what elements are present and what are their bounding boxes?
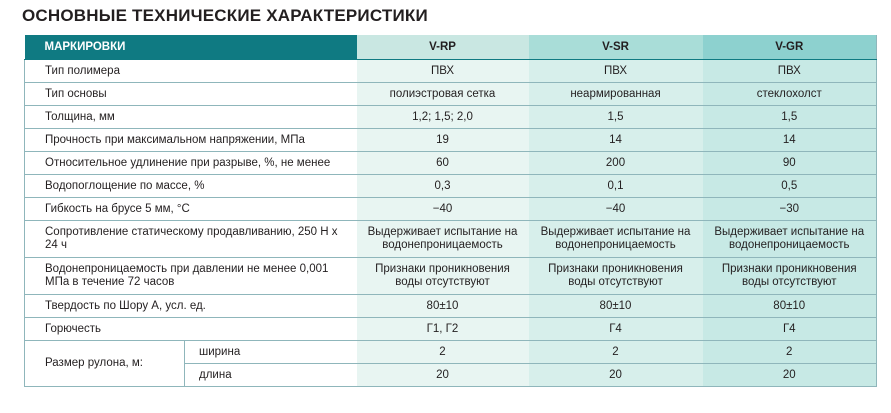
cell-value: Г4 bbox=[529, 318, 703, 341]
cell-value: 1,2; 1,5; 2,0 bbox=[357, 106, 529, 129]
row-label: Тип основы bbox=[25, 83, 357, 106]
cell-value: 0,3 bbox=[357, 175, 529, 198]
row-label: Горючесть bbox=[25, 318, 357, 341]
cell-value: полиэстровая сетка bbox=[357, 83, 529, 106]
roll-size-label: Размер рулона, м: bbox=[25, 341, 185, 387]
cell-value: 80±10 bbox=[703, 295, 877, 318]
cell-value: 0,1 bbox=[529, 175, 703, 198]
cell-value: Г4 bbox=[703, 318, 877, 341]
table-row bbox=[25, 60, 877, 83]
roll-width-label: ширина bbox=[185, 341, 357, 364]
table-row bbox=[25, 106, 877, 129]
cell-value: −40 bbox=[357, 198, 529, 221]
row-label: Тип полимера bbox=[25, 60, 357, 83]
cell-value: 19 bbox=[357, 129, 529, 152]
table-header-row bbox=[25, 35, 877, 60]
cell-value: 200 bbox=[529, 152, 703, 175]
cell-value: 60 bbox=[357, 152, 529, 175]
cell-value: 20 bbox=[529, 364, 703, 387]
cell-value: Выдерживает испытание на водонепроницаемость bbox=[703, 221, 877, 258]
table-row bbox=[25, 175, 877, 198]
cell-value: 20 bbox=[357, 364, 529, 387]
cell-value: ПВХ bbox=[703, 60, 877, 83]
header-col-2: V-SR bbox=[529, 35, 703, 60]
cell-value: 1,5 bbox=[703, 106, 877, 129]
table-row bbox=[25, 198, 877, 221]
cell-value: неармированная bbox=[529, 83, 703, 106]
cell-value: 2 bbox=[703, 341, 877, 364]
table-row bbox=[25, 221, 877, 258]
cell-value: 1,5 bbox=[529, 106, 703, 129]
cell-value: 2 bbox=[529, 341, 703, 364]
cell-value: стеклохолст bbox=[703, 83, 877, 106]
header-col-3: V-GR bbox=[703, 35, 877, 60]
row-label: Прочность при максимальном напряжении, МПа bbox=[25, 129, 357, 152]
cell-value: −40 bbox=[529, 198, 703, 221]
table-row bbox=[25, 152, 877, 175]
cell-value: 14 bbox=[529, 129, 703, 152]
cell-value: 14 bbox=[703, 129, 877, 152]
cell-value: 80±10 bbox=[529, 295, 703, 318]
cell-value: ПВХ bbox=[357, 60, 529, 83]
table-row-roll-width bbox=[25, 341, 877, 364]
cell-value: 90 bbox=[703, 152, 877, 175]
row-label: Водонепроницаемость при давлении не менее 0,001 МПа в течение 72 часов bbox=[25, 258, 357, 295]
cell-value: Признаки проникновения воды отсутствуют bbox=[357, 258, 529, 295]
page-title: ОСНОВНЫЕ ТЕХНИЧЕСКИЕ ХАРАКТЕРИСТИКИ bbox=[22, 6, 428, 25]
cell-value: Признаки проникновения воды отсутствуют bbox=[703, 258, 877, 295]
row-label: Гибкость на брусе 5 мм, °С bbox=[25, 198, 357, 221]
table-row bbox=[25, 83, 877, 106]
row-label: Твердость по Шору А, усл. ед. bbox=[25, 295, 357, 318]
table-row bbox=[25, 318, 877, 341]
header-label: МАРКИРОВКИ bbox=[25, 35, 357, 60]
row-label: Относительное удлинение при разрыве, %, не менее bbox=[25, 152, 357, 175]
cell-value: ПВХ bbox=[529, 60, 703, 83]
table-row bbox=[25, 129, 877, 152]
cell-value: −30 bbox=[703, 198, 877, 221]
row-label: Водопоглощение по массе, % bbox=[25, 175, 357, 198]
cell-value: Г1, Г2 bbox=[357, 318, 529, 341]
header-col-1: V-RP bbox=[357, 35, 529, 60]
roll-length-label: длина bbox=[185, 364, 357, 387]
cell-value: Выдерживает испытание на водонепроницаемость bbox=[529, 221, 703, 258]
cell-value: 0,5 bbox=[703, 175, 877, 198]
row-label: Толщина, мм bbox=[25, 106, 357, 129]
cell-value: 80±10 bbox=[357, 295, 529, 318]
cell-value: 20 bbox=[703, 364, 877, 387]
cell-value: Признаки проникновения воды отсутствуют bbox=[529, 258, 703, 295]
specs-table bbox=[24, 35, 877, 387]
table-row bbox=[25, 258, 877, 295]
cell-value: Выдерживает испытание на водонепроницаемость bbox=[357, 221, 529, 258]
table-row bbox=[25, 295, 877, 318]
row-label: Сопротивление статическому продавливанию, 250 Н х 24 ч bbox=[25, 221, 357, 258]
cell-value: 2 bbox=[357, 341, 529, 364]
